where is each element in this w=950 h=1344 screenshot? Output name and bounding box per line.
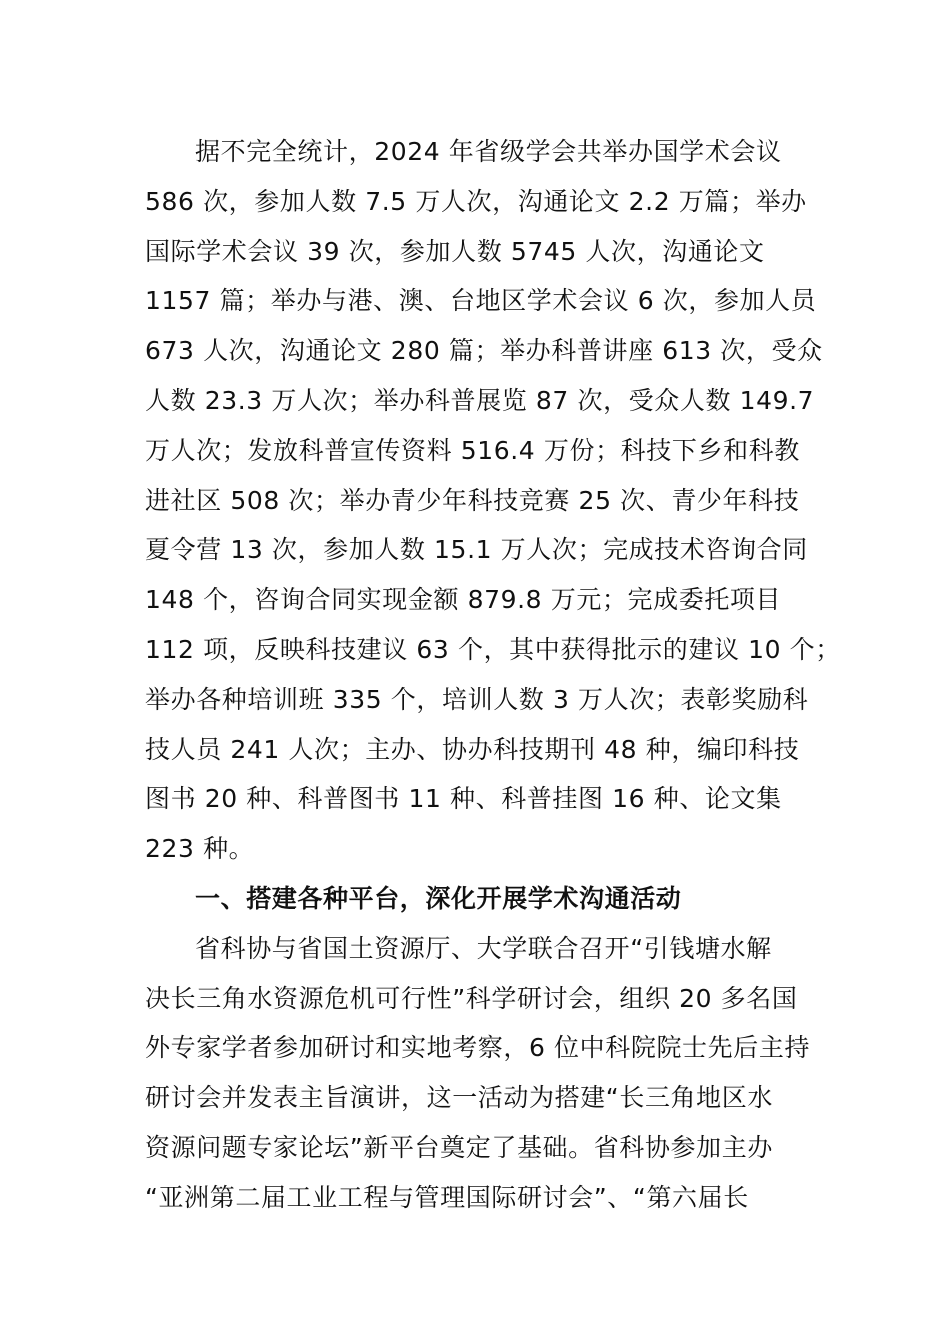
text-line: “亚洲第二届工业工程与管理国际研讨会”、“第六届长	[145, 1182, 749, 1212]
text-line: 586 次，参加人数 7.5 万人次，沟通论文 2.2 万篇；举办	[145, 186, 807, 216]
paragraph-academic-exchange	[145, 924, 815, 1223]
text-line: 673 人次，沟通论文 280 篇；举办科普讲座 613 次，受众	[145, 336, 823, 366]
text-line: 148 个，咨询合同实现金额 879.8 万元；完成委托项目	[145, 585, 782, 615]
text-line: 223 种。	[145, 834, 255, 864]
text-line: 人数 23.3 万人次；举办科普展览 87 次，受众人数 149.7	[145, 385, 815, 415]
text-line: 外专家学者参加研讨和实地考察，6 位中科院院士先后主持	[145, 1033, 811, 1063]
text-line: 据不完全统计，2024 年省级学会共举办国学术会议	[195, 137, 782, 166]
text-line: 举办各种培训班 335 个，培训人数 3 万人次；表彰奖励科	[145, 684, 809, 714]
text-line: 研讨会并发表主旨演讲，这一活动为搭建“长三角地区水	[145, 1083, 773, 1113]
text-line: 112 项，反映科技建议 63 个，其中获得批示的建议 10 个；	[145, 634, 841, 664]
text-line: 1157 篇；举办与港、澳、台地区学术会议 6 次，参加人员	[145, 286, 817, 316]
text-line: 决长三角水资源危机可行性”科学研讨会，组织 20 多名国	[145, 983, 798, 1013]
text-line: 进社区 508 次；举办青少年科技竞赛 25 次、青少年科技	[145, 485, 800, 515]
text-line: 技人员 241 人次；主办、协办科技期刊 48 种，编印科技	[145, 734, 800, 764]
text-line: 资源问题专家论坛”新平台奠定了基础。省科协参加主办	[145, 1132, 773, 1162]
text-line: 图书 20 种、科普图书 11 种、科普挂图 16 种、论文集	[145, 784, 782, 814]
paragraph-statistics	[145, 127, 841, 874]
section-heading: 一、搭建各种平台，深化开展学术沟通活动	[195, 883, 682, 913]
text-line: 夏令营 13 次，参加人数 15.1 万人次；完成技术咨询合同	[145, 535, 808, 565]
text-line: 省科协与省国土资源厅、大学联合召开“引钱塘水解	[195, 933, 772, 963]
text-line: 国际学术会议 39 次，参加人数 5745 人次，沟通论文	[145, 236, 765, 266]
text-line: 万人次；发放科普宣传资料 516.4 万份；科技下乡和科教	[145, 435, 800, 465]
document-body	[145, 127, 841, 1223]
